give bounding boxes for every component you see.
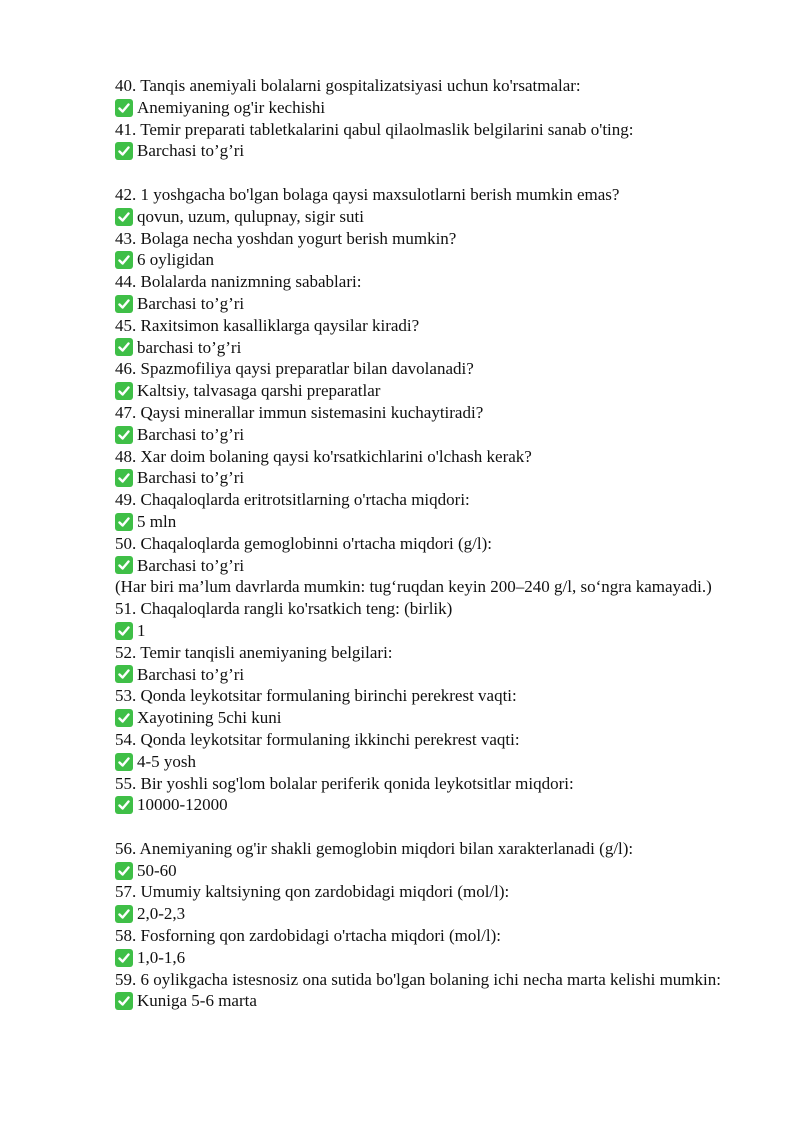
question-text: 40. Tanqis anemiyali bolalarni gospitalizatsiyasi uchun ko'rsatmalar: <box>115 76 581 95</box>
answer-text: Kuniga 5-6 marta <box>137 991 257 1011</box>
answer-line <box>115 337 735 359</box>
qa-item-41 <box>115 119 735 163</box>
qa-item-57 <box>115 881 735 925</box>
qa-item-48 <box>115 446 735 490</box>
answer-text: Kaltsiy, talvasaga qarshi preparatlar <box>137 381 381 401</box>
qa-item-54 <box>115 729 735 773</box>
question-text: 46. Spazmofiliya qaysi preparatlar bilan davolanadi? <box>115 359 474 379</box>
qa-item-45 <box>115 315 735 359</box>
qa-item-53 <box>115 685 735 729</box>
document-page <box>115 75 735 1012</box>
answer-text: 5 mln <box>137 511 177 531</box>
question-text: 43. Bolaga necha yoshdan yogurt berish mumkin? <box>115 228 457 248</box>
question-text: 49. Chaqaloqlarda eritrotsitlarning o'rtacha miqdori: <box>115 490 470 510</box>
answer-line <box>115 97 735 119</box>
answer-text: 50-60 <box>137 860 177 880</box>
check-mark-icon <box>115 382 133 400</box>
check-mark-icon <box>115 905 133 923</box>
question-text: 50. Chaqaloqlarda gemoglobinni o'rtacha miqdori (g/l): <box>115 533 492 553</box>
qa-item-50 <box>115 533 735 598</box>
answer-text: 6 oyligidan <box>137 250 214 270</box>
check-mark-icon <box>115 796 133 814</box>
check-mark-icon <box>115 426 133 444</box>
answer-line <box>115 555 735 577</box>
qa-item-42 <box>115 184 735 228</box>
question-text: 53. Qonda leykotsitar formulaning birinchi perekrest vaqti: <box>115 686 517 706</box>
answer-text: 10000-12000 <box>137 795 228 815</box>
qa-item-59 <box>115 969 735 1013</box>
answer-line <box>115 903 735 925</box>
qa-item-44 <box>115 271 735 315</box>
check-mark-icon <box>115 208 133 226</box>
check-mark-icon <box>115 251 133 269</box>
answer-text: Xayotining 5chi kuni <box>137 708 282 728</box>
qa-item-43 <box>115 228 735 272</box>
answer-text: Barchasi to’g’ri <box>137 293 245 313</box>
check-mark-icon <box>115 142 133 160</box>
question-text: 47. Qaysi minerallar immun sistemasini kuchaytiradi? <box>115 402 484 422</box>
check-mark-icon <box>115 556 133 574</box>
answer-line <box>115 860 735 882</box>
qa-item-55 <box>115 773 735 817</box>
answer-line <box>115 794 735 816</box>
check-mark-icon <box>115 338 133 356</box>
question-text: 52. Temir tanqisli anemiyaning belgilari: <box>115 642 393 662</box>
answer-line <box>115 511 735 533</box>
check-mark-icon <box>115 99 133 117</box>
answer-text: barchasi to’g’ri <box>137 337 242 357</box>
qa-item-40 <box>115 75 735 119</box>
question-text: 59. 6 oylikgacha istesnosiz ona sutida bo'lgan bolaning ichi necha marta kelishi mumkin: <box>115 969 721 989</box>
answer-note: (Har biri ma’lum davrlarda mumkin: tug‘ruqdan keyin 200–240 g/l, so‘ngra kamayadi.) <box>115 577 712 597</box>
question-text: 42. 1 yoshgacha bo'lgan bolaga qaysi maxsulotlarni berish mumkin emas? <box>115 184 620 204</box>
answer-line <box>115 620 735 642</box>
qa-item-58 <box>115 925 735 969</box>
check-mark-icon <box>115 949 133 967</box>
check-mark-icon <box>115 709 133 727</box>
answer-line <box>115 380 735 402</box>
question-text: 41. Temir preparati tabletkalarini qabul qilaolmaslik belgilarini sanab o'ting: <box>115 119 634 139</box>
answer-text: Barchasi to’g’ri <box>137 664 245 684</box>
answer-text: 1,0-1,6 <box>137 947 186 967</box>
question-text: 55. Bir yoshli sog'lom bolalar periferik qonida leykotsitlar miqdori: <box>115 773 574 793</box>
answer-text: Barchasi to’g’ri <box>137 468 245 488</box>
answer-line <box>115 424 735 446</box>
answer-text: qovun, uzum, qulupnay, sigir suti <box>137 206 364 226</box>
answer-line <box>115 751 735 773</box>
answer-text: 4-5 yosh <box>137 751 197 771</box>
question-text: 51. Chaqaloqlarda rangli ko'rsatkich teng: (birlik) <box>115 599 453 619</box>
question-text: 54. Qonda leykotsitar formulaning ikkinchi perekrest vaqti: <box>115 729 520 749</box>
answer-line <box>115 293 735 315</box>
question-text: 56. Anemiyaning og'ir shakli gemoglobin miqdori bilan xarakterlanadi (g/l): <box>115 838 634 858</box>
answer-text: Barchasi to’g’ri <box>137 555 245 575</box>
qa-item-46 <box>115 358 735 402</box>
qa-item-52 <box>115 642 735 686</box>
check-mark-icon <box>115 469 133 487</box>
answer-line <box>115 249 735 271</box>
answer-text: 2,0-2,3 <box>137 904 186 924</box>
check-mark-icon <box>115 753 133 771</box>
question-text: 44. Bolalarda nanizmning sabablari: <box>115 272 362 292</box>
answer-line <box>115 990 735 1012</box>
answer-line <box>115 947 735 969</box>
answer-line <box>115 707 735 729</box>
check-mark-icon <box>115 513 133 531</box>
qa-item-47 <box>115 402 735 446</box>
answer-text: Anemiyaning og'ir kechishi <box>137 97 326 117</box>
question-text: 57. Umumiy kaltsiyning qon zardobidagi miqdori (mol/l): <box>115 882 510 902</box>
answer-text: 1 <box>137 620 146 640</box>
answer-line <box>115 664 735 686</box>
question-text: 48. Xar doim bolaning qaysi ko'rsatkichlarini o'lchash kerak? <box>115 446 532 466</box>
answer-text: Barchasi to’g’ri <box>137 141 245 161</box>
check-mark-icon <box>115 992 133 1010</box>
question-text: 45. Raxitsimon kasalliklarga qaysilar kiradi? <box>115 315 420 335</box>
check-mark-icon <box>115 862 133 880</box>
check-mark-icon <box>115 665 133 683</box>
check-mark-icon <box>115 295 133 313</box>
question-text: 58. Fosforning qon zardobidagi o'rtacha miqdori (mol/l): <box>115 926 501 946</box>
answer-text: Barchasi to’g’ri <box>137 424 245 444</box>
answer-line <box>115 467 735 489</box>
answer-line <box>115 206 735 228</box>
qa-item-51 <box>115 598 735 642</box>
qa-item-49 <box>115 489 735 533</box>
qa-item-56 <box>115 838 735 882</box>
answer-line <box>115 140 735 162</box>
check-mark-icon <box>115 622 133 640</box>
